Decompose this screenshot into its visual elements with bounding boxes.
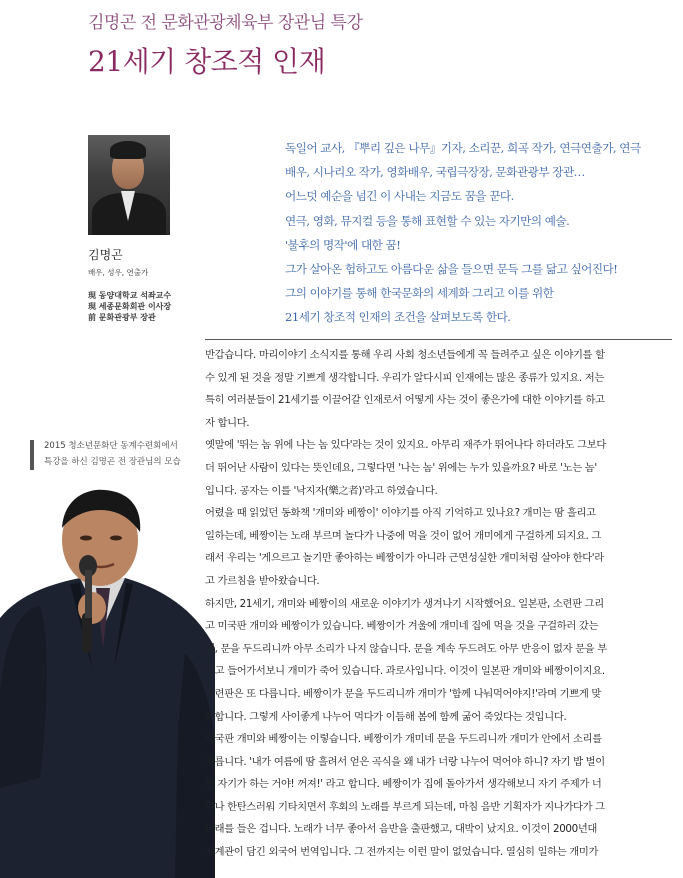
profile-positions [88, 290, 171, 323]
caption-line: 특강을 하신 김명곤 전 장관님의 모습 [44, 457, 181, 467]
body-line: 입니다. 공자는 이를 '낙지자(樂之者)'라고 하였습니다. [205, 484, 438, 497]
body-line: 지릅니다. '내가 여름에 땀 흘려서 얻은 곡식을 왜 내가 너랑 나누어 먹어야 하니? 자기 밥 벌이 [205, 755, 605, 768]
intro-line: 그가 살아온 험하고도 아름다운 삶을 들으면 문득 그를 닮고 싶어진다! [285, 262, 618, 277]
body-line: 일하는데, 베짱이는 노래 부르며 놀다가 나중에 먹을 것이 없어 개미에게 구걸하게 되지요. 그 [205, 529, 602, 542]
intro-line: '불후의 명작'에 대한 꿈! [285, 237, 401, 252]
body-line: 어렸을 때 읽었던 동화책 '개미와 베짱이' 이야기를 아직 기억하고 있나요? 개미는 땀 흘리고 [205, 507, 596, 520]
article-body [205, 344, 675, 864]
intro-text [285, 136, 675, 330]
intro-line: 어느덧 예순을 넘긴 이 사내는 지금도 꿈을 꾼다. [285, 189, 514, 204]
body-line: 소련판은 또 다릅니다. 베짱이가 문을 두드리니까 개미가 '함께 나눠먹어야지!'라며 기쁘게 맞 [205, 687, 601, 700]
body-line: 고 미국판 개미와 베짱이가 있습니다. 베짱이가 겨울에 개미네 집에 먹을 것을 구걸하러 갔는 [205, 620, 599, 633]
position-item: 現 세종문화회관 이사장 [88, 302, 172, 311]
body-line: 특히 여러분들이 21세기를 이끌어갈 인재로서 어떻게 사는 것이 좋은가에 대한 이야기를 하고 [205, 394, 605, 407]
speaker-photo [0, 488, 215, 878]
profile-photo [88, 135, 170, 235]
position-item: 現 동양대학교 석좌교수 [88, 291, 172, 300]
body-line: 미국판 개미와 베짱이는 이렇습니다. 베짱이가 개미네 문을 두드리니까 개미가 안에서 소리를 [205, 733, 602, 746]
caption-marker [30, 440, 34, 470]
intro-line: 연극, 영화, 뮤지컬 등을 통해 표현할 수 있는 자기만의 예술. [285, 213, 570, 228]
caption-line: 2015 청소년문화단 동계수련회에서 [44, 441, 178, 451]
page-title: 21세기 창조적 인재 [88, 45, 326, 78]
intro-line: 독일어 교사, 『뿌리 깊은 나무』기자, 소리꾼, 희곡 작가, 연극연출가, 연극 [285, 141, 641, 155]
body-line: 고 가르침을 받아왔습니다. [205, 574, 320, 587]
body-line: 래서 우리는 '게으르고 놀기만 좋아하는 베짱이가 아니라 근면성실한 개미처럼 살아야 한다'라 [205, 552, 604, 565]
page-subtitle: 김명곤 전 문화관광체육부 장관님 특강 [88, 13, 363, 33]
body-line: 세계관이 담긴 외국어 번역입니다. 그 전까지는 이런 말이 없었습니다. 열심히 일하는 개미가 [205, 846, 599, 859]
body-line: 하지만, 21세기, 개미와 베짱이의 새로운 이야기가 생겨나기 시작했어요. 일본판, 소련판 그리 [205, 597, 604, 610]
profile-role: 배우, 성우, 연출가 [88, 268, 149, 277]
intro-line: 배우, 시나리오 작가, 영화배우, 국립극장장, 문화관광부 장관… [285, 165, 585, 180]
body-line: 수고 들어가서보니 개미가 죽어 있습니다. 과로사입니다. 이것이 일본판 개미와 베짱이이지요. [205, 665, 605, 678]
intro-line: 21세기 창조적 인재의 조건을 살펴보도록 한다. [285, 310, 511, 325]
divider [205, 339, 672, 340]
body-line: 는 자기가 하는 거야! 꺼져!' 라고 합니다. 베짱이가 집에 돌아가서 생각해보니 자기 주제가 너 [205, 778, 602, 791]
body-line: 데, 문을 두드리니까 아무 소리가 나지 않습니다. 문을 계속 두드려도 아무 반응이 없자 문을 부 [205, 642, 607, 655]
body-line: 더 뛰어난 사람이 있다는 뜻인데요, 그렇다면 '나는 놈' 위에는 누가 있을까요? 바로 '노는 놈' [205, 461, 597, 474]
body-line: 옛말에 '뛰는 놈 위에 나는 놈 있다'라는 것이 있지요. 아무리 재주가 뛰어나다 하더라도 그보다 [205, 439, 606, 452]
body-line: 노래를 들은 겁니다. 노래가 너무 좋아서 음반을 출판했고, 대박이 났지요. 이것이 2000년대 [205, 823, 598, 836]
body-line: 수 있게 된 것을 정말 기쁘게 생각합니다. 우리가 알다시피 인재에는 많은 종류가 있지요. 저는 [205, 371, 604, 384]
photo-caption [44, 438, 181, 470]
position-item: 前 문화관광부 장관 [88, 313, 156, 322]
body-line: 이합니다. 그렇게 사이좋게 나누어 먹다가 이듬해 봄에 함께 굶어 죽었다는 것입니다. [205, 710, 567, 723]
intro-line: 그의 이야기를 통해 한국문화의 세계화 그리고 이를 위한 [285, 286, 554, 301]
body-line: 반갑습니다. 마리이야기 소식지를 통해 우리 사회 청소년들에게 꼭 들려주고 싶은 이야기를 할 [205, 349, 605, 361]
profile-name: 김명곤 [88, 248, 123, 262]
body-line: 자 합니다. [205, 416, 250, 429]
body-line: 무나 한탄스러워 기타치면서 후회의 노래를 부르게 되는데, 마침 음반 기획자가 지나가다가 그 [205, 800, 605, 813]
